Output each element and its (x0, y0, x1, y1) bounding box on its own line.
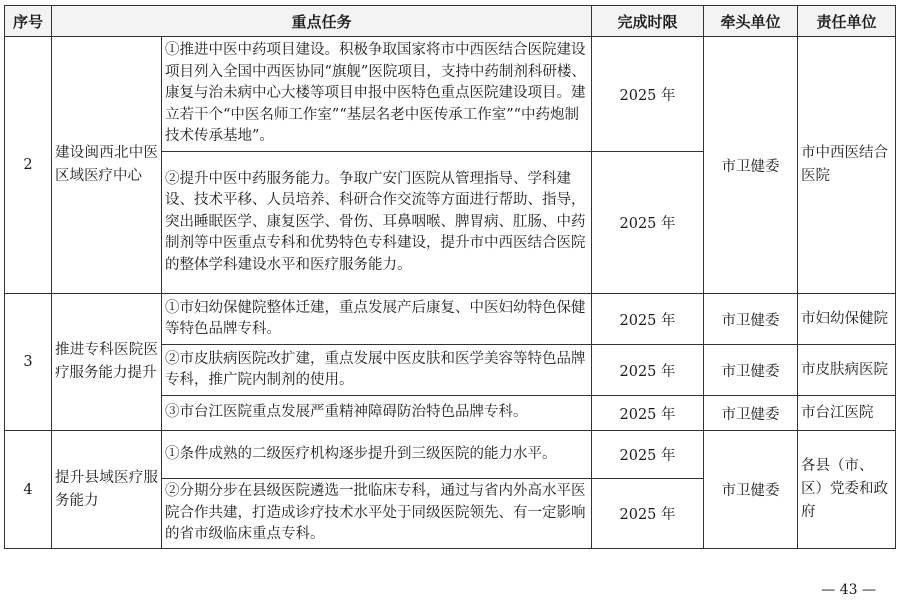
header-row (5, 6, 896, 37)
task-responsible-unit: 市台江医院 (798, 396, 896, 431)
task-lead-unit: 市卫健委 (704, 396, 798, 431)
task-text: ②分期分步在县级医院遴选一批临床专科，通过与省内外高水平医院合作共建，打造成诊疗技术水平处于同级医院领先、有一定影响的省市级临床重点专科。 (162, 479, 592, 549)
task-deadline: 2025 年 (592, 345, 704, 396)
task-deadline: 2025 年 (592, 431, 704, 479)
row-task-category: 提升县域医疗服务能力 (52, 431, 162, 549)
task-responsible-unit: 市皮肤病医院 (798, 345, 896, 396)
task-deadline: 2025 年 (592, 37, 704, 152)
table-row (5, 37, 896, 152)
row-responsible-unit: 市中西医结合医院 (798, 37, 896, 294)
row-seq: 2 (5, 37, 52, 294)
header-lead-unit: 牵头单位 (704, 6, 798, 37)
task-text: ③市台江医院重点发展严重精神障碍防治特色品牌专科。 (162, 396, 592, 431)
task-deadline: 2025 年 (592, 294, 704, 345)
key-tasks-table (4, 5, 896, 549)
row-lead-unit: 市卫健委 (704, 431, 798, 549)
task-deadline: 2025 年 (592, 396, 704, 431)
task-lead-unit: 市卫健委 (704, 294, 798, 345)
task-text: ①条件成熟的二级医疗机构逐步提升到三级医院的能力水平。 (162, 431, 592, 479)
task-text: ①推进中医中药项目建设。积极争取国家将市中西医结合医院建设项目列入全国中西医协同“旗舰”医院项目，支持中药制剂科研楼、康复与治未病中心大楼等项目申报中医特色重点医院建设项目。建立若干个“中医名师工作室”“基层名老中医传承工作室”“中药炮制技术传承基地”。 (162, 37, 592, 152)
row-seq: 3 (5, 294, 52, 431)
page-number: — 43 — (821, 582, 876, 598)
header-seq: 序号 (5, 6, 52, 37)
header-deadline: 完成时限 (592, 6, 704, 37)
table-row (5, 294, 896, 345)
row-task-category: 建设闽西北中医区域医疗中心 (52, 37, 162, 294)
header-task: 重点任务 (52, 6, 592, 37)
task-responsible-unit: 市妇幼保健院 (798, 294, 896, 345)
row-seq: 4 (5, 431, 52, 549)
header-responsible-unit: 责任单位 (798, 6, 896, 37)
table-row (5, 431, 896, 479)
task-deadline: 2025 年 (592, 479, 704, 549)
row-lead-unit: 市卫健委 (704, 37, 798, 294)
task-text: ①市妇幼保健院整体迁建，重点发展产后康复、中医妇幼特色保健等特色品牌专科。 (162, 294, 592, 345)
task-text: ②提升中医中药服务能力。争取广安门医院从管理指导、学科建设、技术平移、人员培养、科研合作交流等方面进行帮助、指导，突出睡眠医学、康复医学、骨伤、耳鼻咽喉、脾胃病、肛肠、中药制剂等中医重点专科和优势特色专科建设，提升市中西医结合医院的整体学科建设水平和医疗服务能力。 (162, 152, 592, 294)
row-task-category: 推进专科医院医疗服务能力提升 (52, 294, 162, 431)
row-responsible-unit: 各县（市、区）党委和政府 (798, 431, 896, 549)
task-lead-unit: 市卫健委 (704, 345, 798, 396)
task-text: ②市皮肤病医院改扩建，重点发展中医皮肤和医学美容等特色品牌专科，推广院内制剂的使用。 (162, 345, 592, 396)
task-deadline: 2025 年 (592, 152, 704, 294)
